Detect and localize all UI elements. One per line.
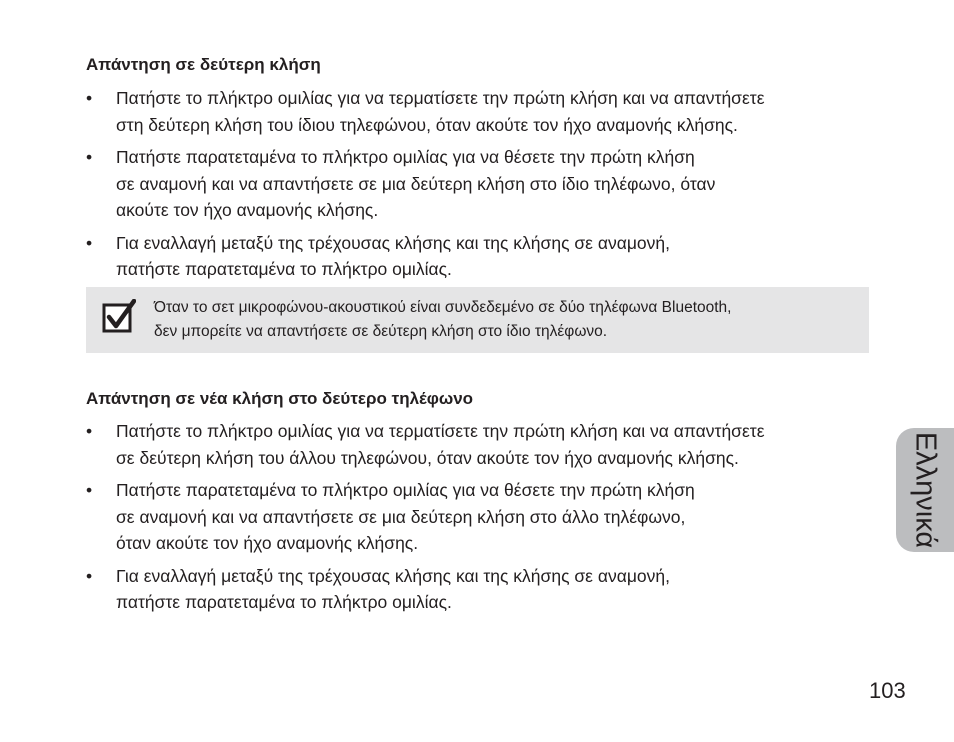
list-item-line: πατήστε παρατεταμένα το πλήκτρο ομιλίας. (116, 259, 452, 279)
list-item-line: Για εναλλαγή μεταξύ της τρέχουσας κλήσης και της κλήσης σε αναμονή, (116, 232, 670, 253)
list-item-line: πατήστε παρατεταμένα το πλήκτρο ομιλίας. (116, 592, 452, 612)
list-item (86, 85, 876, 138)
list-item-line: Πατήστε το πλήκτρο ομιλίας για να τερματίσετε την πρώτη κλήση και να απαντήσετε (116, 421, 765, 441)
bullet-icon: • (86, 565, 93, 586)
list-item-line: σε δεύτερη κλήση του άλλου τηλεφώνου, όταν ακούτε τον ήχο αναμονής κλήσης. (116, 447, 739, 468)
language-tab-label: Ελληνικά (909, 431, 942, 549)
list-item-line: σε αναμονή και να απαντήσετε σε μια δεύτερη κλήση στο ίδιο τηλέφωνο, όταν (116, 173, 716, 194)
note-box (86, 287, 869, 353)
list-item-line: σε αναμονή και να απαντήσετε σε μια δεύτερη κλήση στο άλλο τηλέφωνο, (116, 506, 686, 527)
list-item-line: Πατήστε παρατεταμένα το πλήκτρο ομιλίας για να θέσετε την πρώτη κλήση (116, 480, 695, 500)
note-text (154, 296, 854, 344)
list-item-line: Πατήστε παρατεταμένα το πλήκτρο ομιλίας για να θέσετε την πρώτη κλήση (116, 147, 695, 167)
page-number: 103 (869, 678, 906, 703)
list-item (86, 563, 876, 616)
list-item (86, 418, 876, 471)
list-item-line: Για εναλλαγή μεταξύ της τρέχουσας κλήσης και της κλήσης σε αναμονή, (116, 565, 670, 586)
bullet-icon: • (86, 147, 93, 167)
bullet-list-second-call (86, 85, 876, 289)
bullet-list-second-phone (86, 418, 876, 622)
section-heading-new-call-second-phone: Απάντηση σε νέα κλήση στο δεύτερο τηλέφωνο (86, 389, 474, 408)
list-item-line: όταν ακούτε τον ήχο αναμονής κλήσης. (116, 533, 419, 553)
note-line: δεν μπορείτε να απαντήσετε σε δεύτερη κλήση στο ίδιο τηλέφωνο. (154, 323, 608, 340)
note-line: Όταν το σετ μικροφώνου-ακουστικού είναι συνδεδεμένο σε δύο τηλέφωνα Bluetooth, (154, 299, 732, 316)
list-item (86, 477, 876, 557)
bullet-icon: • (86, 88, 93, 108)
section-heading-second-call: Απάντηση σε δεύτερη κλήση (86, 55, 321, 74)
list-item-line: ακούτε τον ήχο αναμονής κλήσης. (116, 200, 379, 220)
list-item-line: Πατήστε το πλήκτρο ομιλίας για να τερματίσετε την πρώτη κλήση και να απαντήσετε (116, 88, 765, 108)
list-item-line: στη δεύτερη κλήση του ίδιου τηλεφώνου, όταν ακούτε τον ήχο αναμονής κλήσης. (116, 114, 738, 135)
list-item (86, 144, 876, 224)
bullet-icon: • (86, 480, 93, 500)
checkmark-box-icon (102, 299, 136, 333)
language-tab (896, 428, 954, 552)
bullet-icon: • (86, 421, 93, 441)
bullet-icon: • (86, 232, 93, 253)
list-item (86, 230, 876, 283)
